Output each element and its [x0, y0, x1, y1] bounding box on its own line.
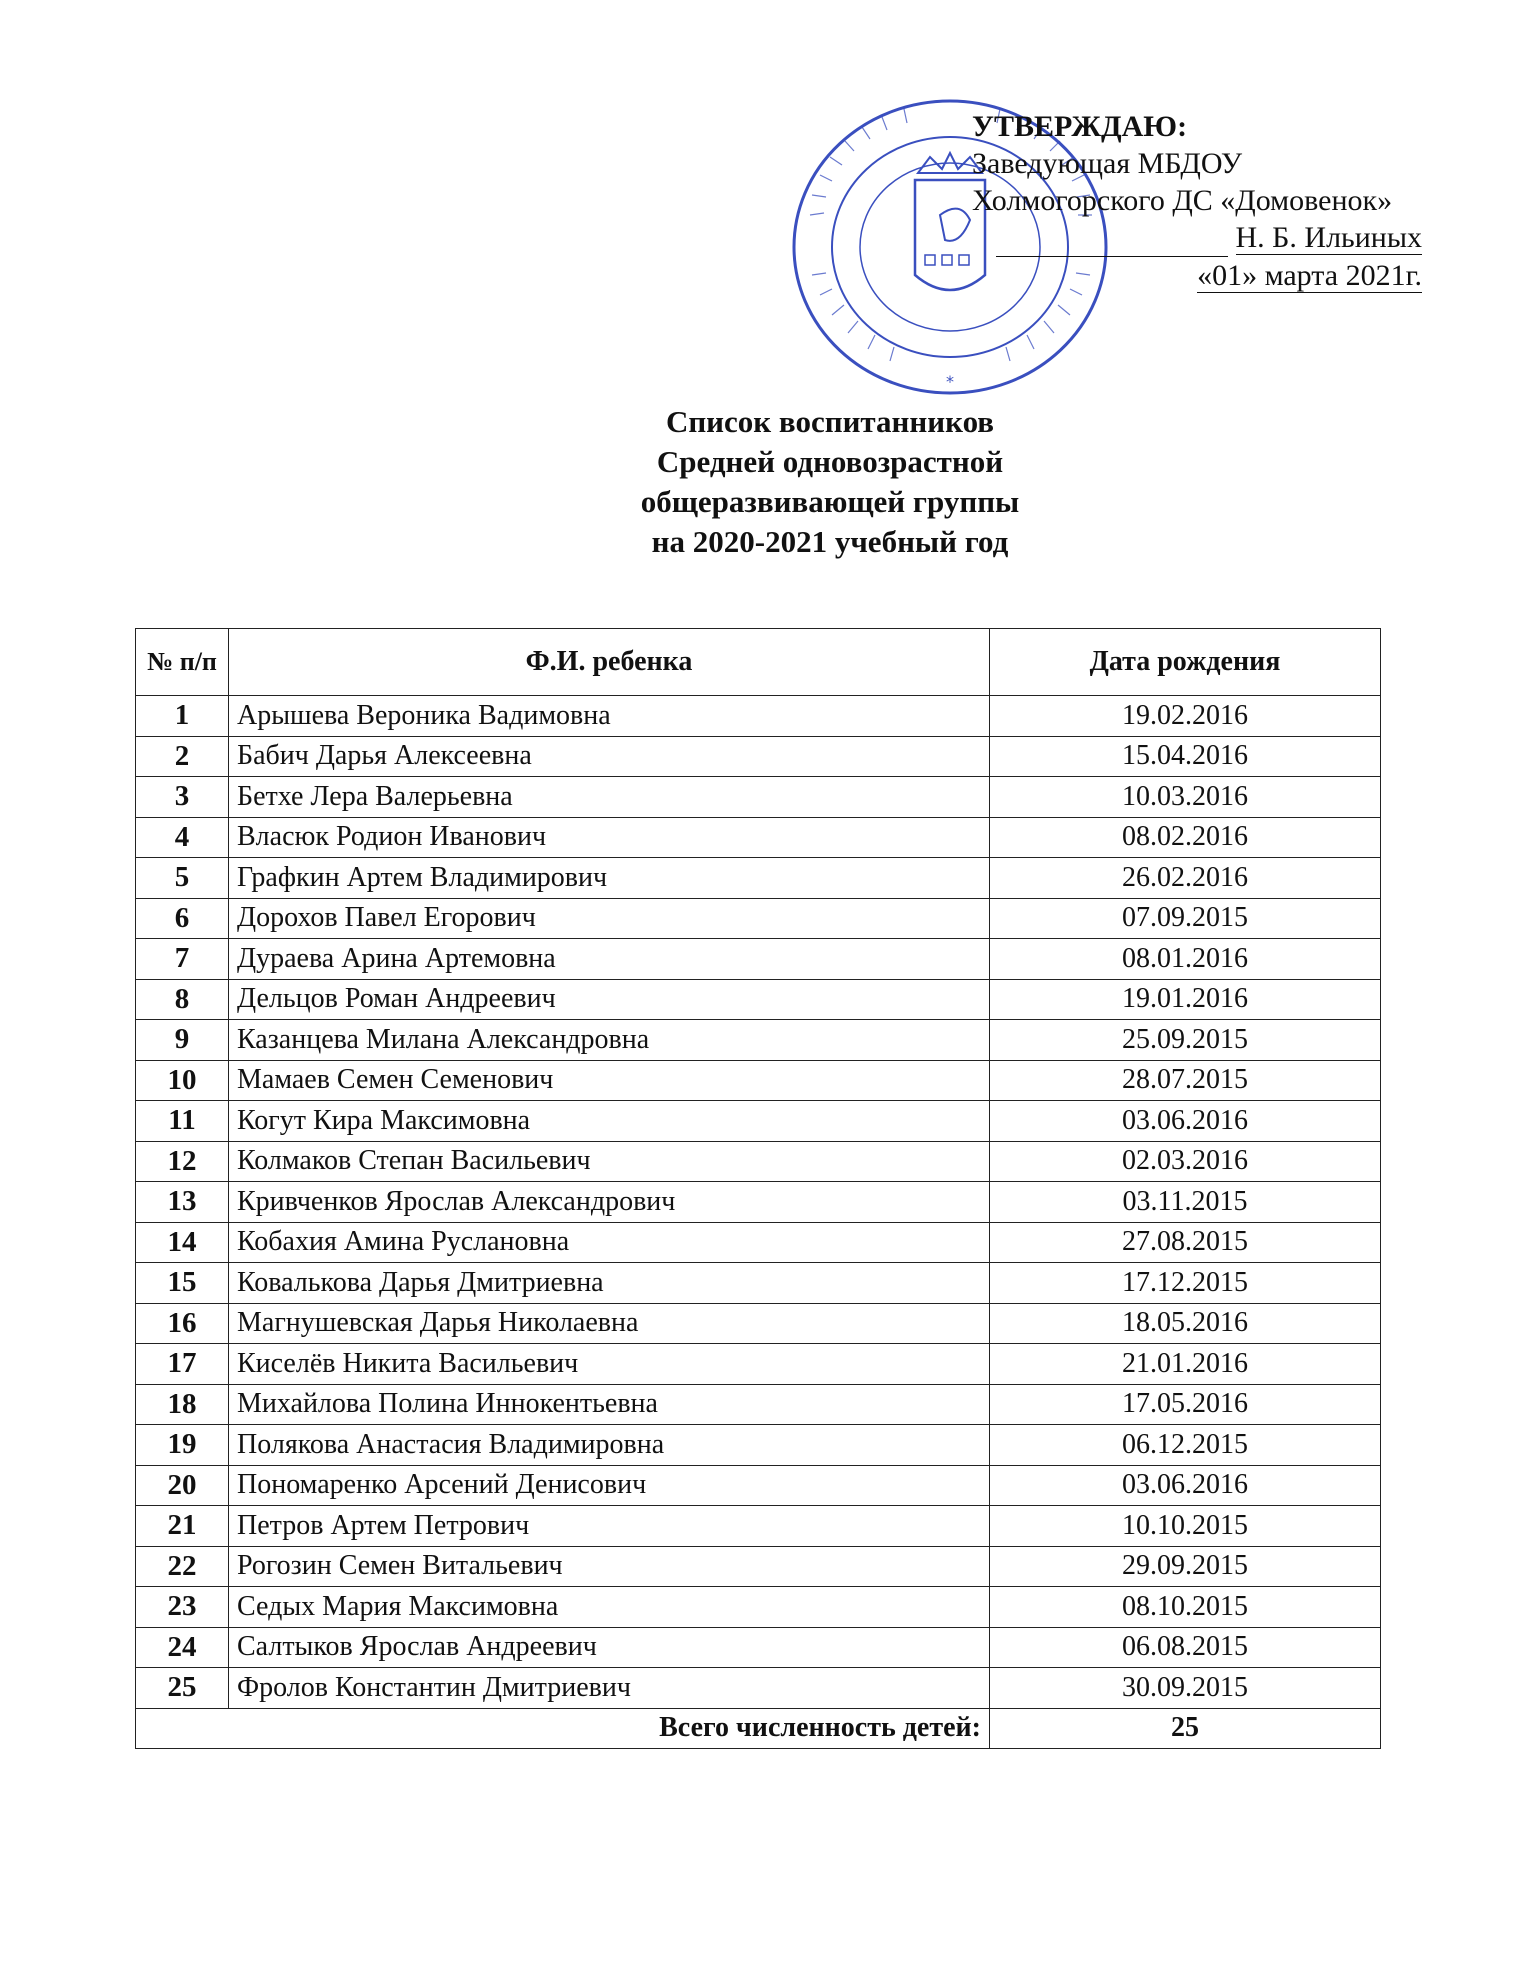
row-number: 22 [136, 1546, 229, 1587]
row-number: 24 [136, 1627, 229, 1668]
row-name: Когут Кира Максимовна [229, 1101, 990, 1142]
title-line-1: Список воспитанников [665, 404, 995, 439]
row-number: 17 [136, 1344, 229, 1385]
svg-text:*: * [946, 372, 954, 391]
row-number: 20 [136, 1465, 229, 1506]
title-line-3: общеразвивающей группы [640, 484, 1020, 519]
row-dob: 18.05.2016 [990, 1303, 1381, 1344]
table-row [136, 1425, 1381, 1466]
row-dob: 03.06.2016 [990, 1465, 1381, 1506]
table-row [136, 1182, 1381, 1223]
row-dob: 08.02.2016 [990, 817, 1381, 858]
row-number: 2 [136, 736, 229, 777]
title-line-4: на 2020-2021 учебный год [651, 524, 1009, 559]
row-number: 14 [136, 1222, 229, 1263]
row-name: Казанцева Милана Александровна [229, 1020, 990, 1061]
row-number: 25 [136, 1668, 229, 1709]
total-value: 25 [990, 1708, 1381, 1749]
row-name: Власюк Родион Иванович [229, 817, 990, 858]
table-row [136, 1546, 1381, 1587]
table-row [136, 858, 1381, 899]
row-name: Бетхе Лера Валерьевна [229, 777, 990, 818]
approval-heading: УТВЕРЖДАЮ: [972, 110, 1188, 143]
row-dob: 03.11.2015 [990, 1182, 1381, 1223]
row-name: Пономаренко Арсений Денисович [229, 1465, 990, 1506]
table-row [136, 1384, 1381, 1425]
row-name: Арышева Вероника Вадимовна [229, 696, 990, 737]
table-row [136, 1141, 1381, 1182]
row-name: Кобахия Амина Руслановна [229, 1222, 990, 1263]
title-line-2: Средней одновозрастной [656, 444, 1004, 479]
approval-signature-line [970, 219, 1422, 257]
row-dob: 28.07.2015 [990, 1060, 1381, 1101]
table-header-row [136, 629, 1381, 696]
approval-signer: Н. Б. Ильиных [1235, 221, 1422, 254]
row-dob: 21.01.2016 [990, 1344, 1381, 1385]
table-row [136, 1627, 1381, 1668]
table-row [136, 1222, 1381, 1263]
table-row [136, 1587, 1381, 1628]
row-number: 3 [136, 777, 229, 818]
row-number: 19 [136, 1425, 229, 1466]
row-number: 11 [136, 1101, 229, 1142]
row-dob: 19.02.2016 [990, 696, 1381, 737]
row-name: Фролов Константин Дмитриевич [229, 1668, 990, 1709]
row-name: Полякова Анастасия Владимировна [229, 1425, 990, 1466]
row-dob: 08.01.2016 [990, 939, 1381, 980]
table-row [136, 817, 1381, 858]
row-name: Рогозин Семен Витальевич [229, 1546, 990, 1587]
table-row [136, 777, 1381, 818]
header-dob: Дата рождения [990, 629, 1381, 696]
row-dob: 17.12.2015 [990, 1263, 1381, 1304]
total-label: Всего численность детей: [136, 1708, 990, 1749]
row-name: Киселёв Никита Васильевич [229, 1344, 990, 1385]
row-number: 5 [136, 858, 229, 899]
row-dob: 06.12.2015 [990, 1425, 1381, 1466]
row-name: Графкин Артем Владимирович [229, 858, 990, 899]
table-row [136, 1506, 1381, 1547]
row-dob: 19.01.2016 [990, 979, 1381, 1020]
approval-block [970, 108, 1430, 294]
row-dob: 30.09.2015 [990, 1668, 1381, 1709]
table-row [136, 696, 1381, 737]
approval-date: «01» марта 2021г. [1197, 259, 1422, 292]
table-body [136, 696, 1381, 1749]
table-row [136, 1344, 1381, 1385]
row-number: 9 [136, 1020, 229, 1061]
row-number: 7 [136, 939, 229, 980]
row-number: 18 [136, 1384, 229, 1425]
row-dob: 06.08.2015 [990, 1627, 1381, 1668]
row-dob: 25.09.2015 [990, 1020, 1381, 1061]
table-row [136, 736, 1381, 777]
row-name: Ковалькова Дарья Дмитриевна [229, 1263, 990, 1304]
row-dob: 15.04.2016 [990, 736, 1381, 777]
row-name: Бабич Дарья Алексеевна [229, 736, 990, 777]
row-name: Петров Артем Петрович [229, 1506, 990, 1547]
row-dob: 10.10.2015 [990, 1506, 1381, 1547]
row-number: 1 [136, 696, 229, 737]
children-table [135, 628, 1381, 1749]
row-number: 10 [136, 1060, 229, 1101]
approval-date-line [970, 257, 1422, 294]
approval-organization: Холмогорского ДС «Домовенок» [972, 184, 1393, 217]
row-number: 23 [136, 1587, 229, 1628]
row-number: 15 [136, 1263, 229, 1304]
table-row [136, 979, 1381, 1020]
approval-position: Заведующая МБДОУ [972, 147, 1243, 180]
row-number: 6 [136, 898, 229, 939]
row-number: 13 [136, 1182, 229, 1223]
table-row [136, 1465, 1381, 1506]
row-name: Дорохов Павел Егорович [229, 898, 990, 939]
header-name: Ф.И. ребенка [229, 629, 990, 696]
row-dob: 29.09.2015 [990, 1546, 1381, 1587]
row-name: Дураева Арина Артемовна [229, 939, 990, 980]
table-total-row [136, 1708, 1381, 1749]
row-name: Магнушевская Дарья Николаевна [229, 1303, 990, 1344]
row-dob: 10.03.2016 [990, 777, 1381, 818]
row-dob: 17.05.2016 [990, 1384, 1381, 1425]
row-name: Мамаев Семен Семенович [229, 1060, 990, 1101]
row-name: Колмаков Степан Васильевич [229, 1141, 990, 1182]
row-name: Кривченков Ярослав Александрович [229, 1182, 990, 1223]
row-dob: 07.09.2015 [990, 898, 1381, 939]
row-number: 16 [136, 1303, 229, 1344]
row-name: Михайлова Полина Иннокентьевна [229, 1384, 990, 1425]
row-number: 12 [136, 1141, 229, 1182]
header-number: № п/п [136, 629, 229, 696]
row-number: 4 [136, 817, 229, 858]
table-row [136, 1020, 1381, 1061]
table-row [136, 1101, 1381, 1142]
row-number: 8 [136, 979, 229, 1020]
document-title [420, 402, 1240, 562]
row-dob: 26.02.2016 [990, 858, 1381, 899]
row-name: Седых Мария Максимовна [229, 1587, 990, 1628]
row-name: Салтыков Ярослав Андреевич [229, 1627, 990, 1668]
row-dob: 27.08.2015 [990, 1222, 1381, 1263]
table-row [136, 898, 1381, 939]
table-row [136, 939, 1381, 980]
table-row [136, 1303, 1381, 1344]
row-dob: 08.10.2015 [990, 1587, 1381, 1628]
table-row [136, 1263, 1381, 1304]
table-row [136, 1668, 1381, 1709]
row-dob: 03.06.2016 [990, 1101, 1381, 1142]
row-name: Дельцов Роман Андреевич [229, 979, 990, 1020]
signature-underline [996, 229, 1228, 257]
row-dob: 02.03.2016 [990, 1141, 1381, 1182]
table-row [136, 1060, 1381, 1101]
row-number: 21 [136, 1506, 229, 1547]
